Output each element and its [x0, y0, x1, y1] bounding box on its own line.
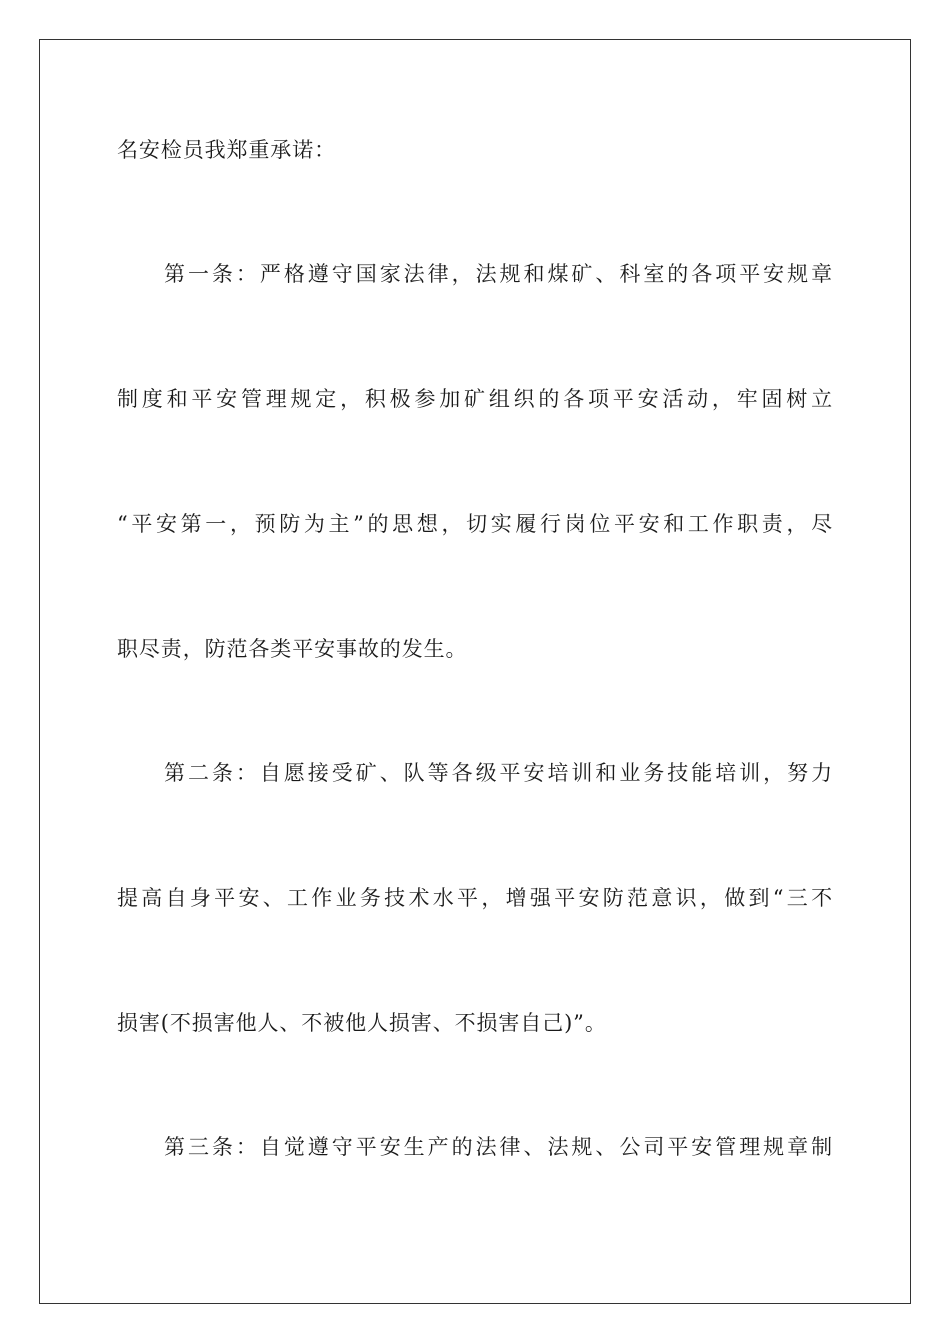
- text-line-pledge-intro: 名安检员我郑重承诺：: [117, 138, 336, 162]
- text-line-article-2-cont-1: 提高自身平安、工作业务技术水平，增强平安防范意识，做到“三不: [117, 886, 833, 910]
- text-line-article-3: 第三条：自觉遵守平安生产的法律、法规、公司平安管理规章制: [164, 1135, 833, 1159]
- page-border: [39, 39, 911, 1304]
- text-line-article-1: 第一条：严格遵守国家法律，法规和煤矿、科室的各项平安规章: [164, 262, 833, 286]
- text-line-article-2-cont-2: 损害(不损害他人、不被他人损害、不损害自己)”。: [117, 1011, 607, 1035]
- text-line-article-1-cont-3: 职尽责，防范各类平安事故的发生。: [117, 637, 468, 661]
- text-line-article-1-cont-1: 制度和平安管理规定，积极参加矿组织的各项平安活动，牢固树立: [117, 387, 833, 411]
- text-line-article-2: 第二条：自愿接受矿、队等各级平安培训和业务技能培训，努力: [164, 761, 833, 785]
- text-line-article-1-cont-2: “平安第一，预防为主”的思想，切实履行岗位平安和工作职责，尽: [117, 512, 833, 536]
